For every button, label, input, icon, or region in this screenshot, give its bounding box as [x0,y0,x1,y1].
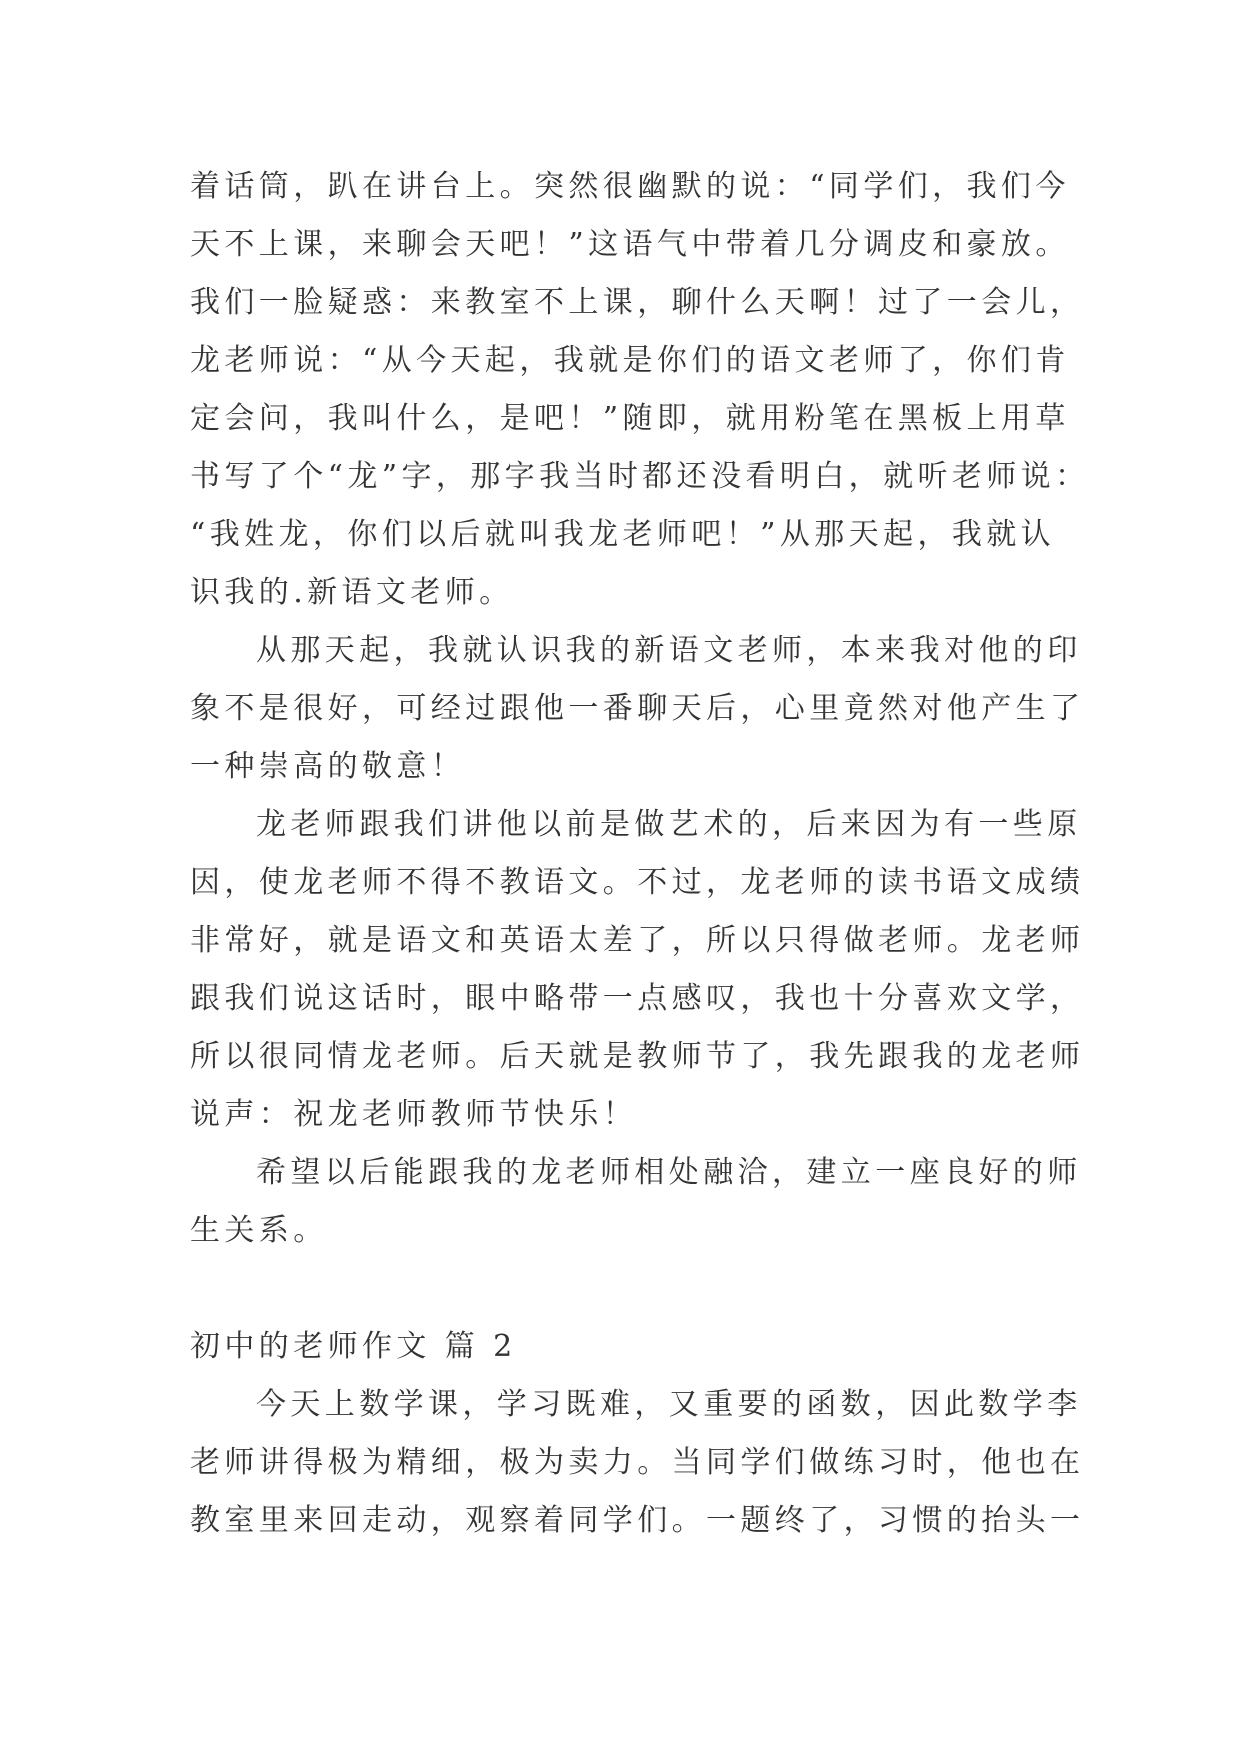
text-line: 老师讲得极为精细，极为卖力。当同学们做练习时，他也在 [190,1445,1085,1480]
text-line: 所以很同情龙老师。后天就是教师节了，我先跟我的龙老师 [190,1039,1085,1074]
paragraph-4 [190,1144,1082,1260]
section-heading: 初中的老师作文 篇 2 [190,1329,517,1364]
text-line: 教室里来回走动，观察着同学们。一题终了，习惯的抬头一 [190,1503,1085,1538]
text-line: 我们一脸疑惑：来教室不上课，聊什么天啊！过了一会儿， [190,285,1085,320]
text-line: 今天上数学课，学习既难，又重要的函数，因此数学李 [256,1387,1082,1422]
text-line: 从那天起，我就认识我的新语文老师，本来我对他的印 [256,633,1082,668]
paragraph-1 [190,158,1090,622]
text-line: 非常好，就是语文和英语太差了，所以只得做老师。龙老师 [190,923,1085,958]
paragraph-2 [190,622,1085,796]
text-line: 象不是很好，可经过跟他一番聊天后，心里竟然对他产生了 [190,691,1085,726]
text-line: 说声：祝龙老师教师节快乐！ [190,1097,638,1132]
text-line: 一种崇高的敬意！ [190,749,466,784]
text-line: 天不上课，来聊会天吧！”这语气中带着几分调皮和豪放。 [190,227,1070,262]
text-line: 识我的.新语文老师。 [190,575,514,610]
blank-line [190,1260,1052,1318]
text-line: 书写了个“龙”字，那字我当时都还没看明白，就听老师说： [190,459,1090,494]
text-line: 生关系。 [190,1213,328,1248]
text-line: 龙老师说：“从今天起，我就是你们的语文老师了，你们肯 [190,343,1070,378]
text-line: 龙老师跟我们讲他以前是做艺术的，后来因为有一些原 [256,807,1082,842]
text-line: 着话筒，趴在讲台上。突然很幽默的说：“同学们，我们今 [190,169,1070,204]
text-line: “我姓龙，你们以后就叫我龙老师吧！”从那天起，我就认 [190,517,1056,552]
text-line: 定会问，我叫什么，是吧！”随即，就用粉笔在黑板上用草 [190,401,1070,436]
text-line: 希望以后能跟我的龙老师相处融洽，建立一座良好的师 [256,1155,1082,1190]
text-line: 因，使龙老师不得不教语文。不过，龙老师的读书语文成绩 [190,865,1085,900]
paragraph-3 [190,796,1085,1144]
document-body [190,158,1090,1550]
text-line: 跟我们说这话时，眼中略带一点感叹，我也十分喜欢文学， [190,981,1085,1016]
paragraph-5 [190,1376,1085,1550]
